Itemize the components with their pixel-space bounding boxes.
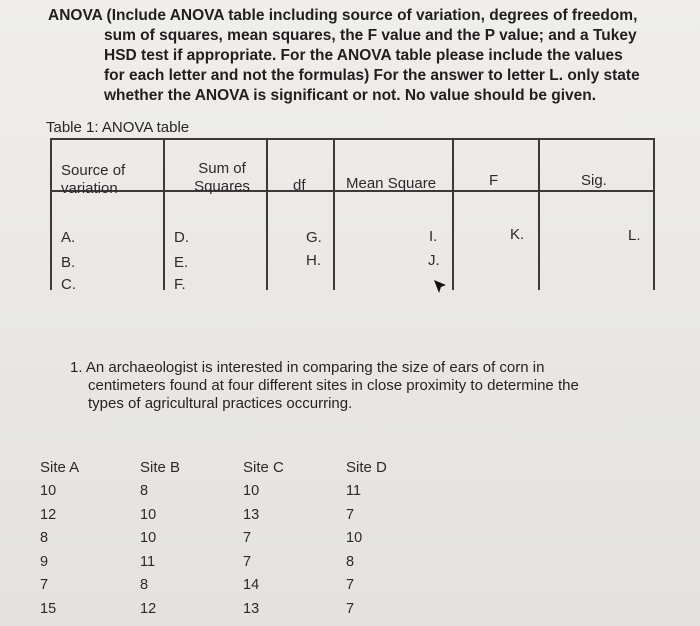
site-value: 13 [243, 600, 260, 617]
header-sum-of-squares: Sum of Squares [194, 160, 250, 195]
site-column [140, 458, 180, 623]
header-mean-square: Mean Square [346, 175, 437, 192]
sum-squares-cell: F. [174, 276, 186, 293]
header-sig: Sig. [581, 172, 607, 189]
header-df: df [293, 177, 306, 194]
site-data-table [0, 458, 700, 626]
site-value: 10 [140, 530, 157, 547]
mean-square-cell: I. [429, 228, 438, 245]
sum-squares-cell: E. [174, 254, 189, 271]
sum-squares-cell: D. [174, 229, 189, 246]
question-line: types of agricultural practices occurring. [88, 395, 353, 412]
site-value: 13 [243, 506, 260, 523]
site-value: 12 [140, 600, 157, 617]
column-divider [452, 138, 454, 290]
column-divider [538, 138, 540, 290]
site-value: 11 [140, 553, 156, 570]
anova-instructions [48, 6, 668, 106]
source-row-label: C. [61, 276, 76, 293]
df-cell: H. [306, 252, 321, 269]
instruction-line: HSD test if appropriate. For the ANOVA table please include the values [104, 47, 623, 64]
site-value: 7 [243, 553, 252, 570]
anova-table [50, 138, 655, 293]
mouse-cursor-icon [432, 278, 448, 296]
site-value: 9 [40, 553, 49, 570]
question-text [70, 359, 650, 413]
site-value: 11 [346, 483, 362, 499]
site-header: Site A [40, 459, 80, 476]
header-source-of-variation: Source of variation [61, 162, 126, 197]
site-value: 10 [40, 483, 57, 499]
table-caption: Table 1: ANOVA table [46, 119, 190, 136]
site-value: 15 [40, 600, 57, 617]
instruction-line: whether the ANOVA is significant or not. No value should be given. [104, 87, 597, 104]
site-value: 8 [40, 530, 49, 547]
site-value: 12 [40, 506, 57, 523]
site-value: 8 [140, 577, 149, 594]
table-right-border [653, 138, 655, 290]
instruction-line: sum of squares, mean squares, the F value and the P value; and a Tukey [104, 27, 637, 44]
site-column [243, 458, 284, 623]
source-row-label: A. [61, 229, 76, 246]
table-left-border [50, 138, 52, 290]
site-value: 8 [140, 483, 149, 499]
site-header: Site D [346, 459, 387, 476]
question-line: 1. An archaeologist is interested in comparing the size of ears of corn in [70, 359, 545, 376]
site-header: Site B [140, 459, 181, 476]
sig-cell: L. [628, 227, 641, 244]
instruction-line: for each letter and not the formulas) For the answer to letter L. only state [104, 67, 640, 84]
site-value: 7 [243, 530, 252, 547]
column-divider [333, 138, 335, 290]
site-value: 14 [243, 577, 260, 594]
mean-square-cell: J. [428, 252, 440, 269]
site-value: 7 [346, 600, 355, 617]
question-line: centimeters found at four different sites in close proximity to determine the [88, 377, 579, 394]
column-divider [266, 138, 268, 290]
site-column [40, 458, 79, 623]
site-value: 8 [346, 553, 355, 570]
column-divider [163, 138, 165, 290]
site-value: 10 [243, 483, 260, 499]
site-value: 10 [140, 506, 157, 523]
source-row-label: B. [61, 254, 76, 271]
table-top-border [50, 138, 655, 140]
f-value-cell: K. [510, 226, 525, 243]
site-value: 7 [346, 506, 355, 523]
site-value: 7 [40, 577, 49, 594]
site-value: 10 [346, 530, 363, 547]
instruction-line: ANOVA (Include ANOVA table including source of variation, degrees of freedom, [48, 7, 638, 24]
site-column [346, 458, 387, 623]
site-value: 7 [346, 577, 355, 594]
site-header: Site C [243, 459, 284, 476]
header-f: F [489, 172, 499, 189]
df-cell: G. [306, 229, 322, 246]
